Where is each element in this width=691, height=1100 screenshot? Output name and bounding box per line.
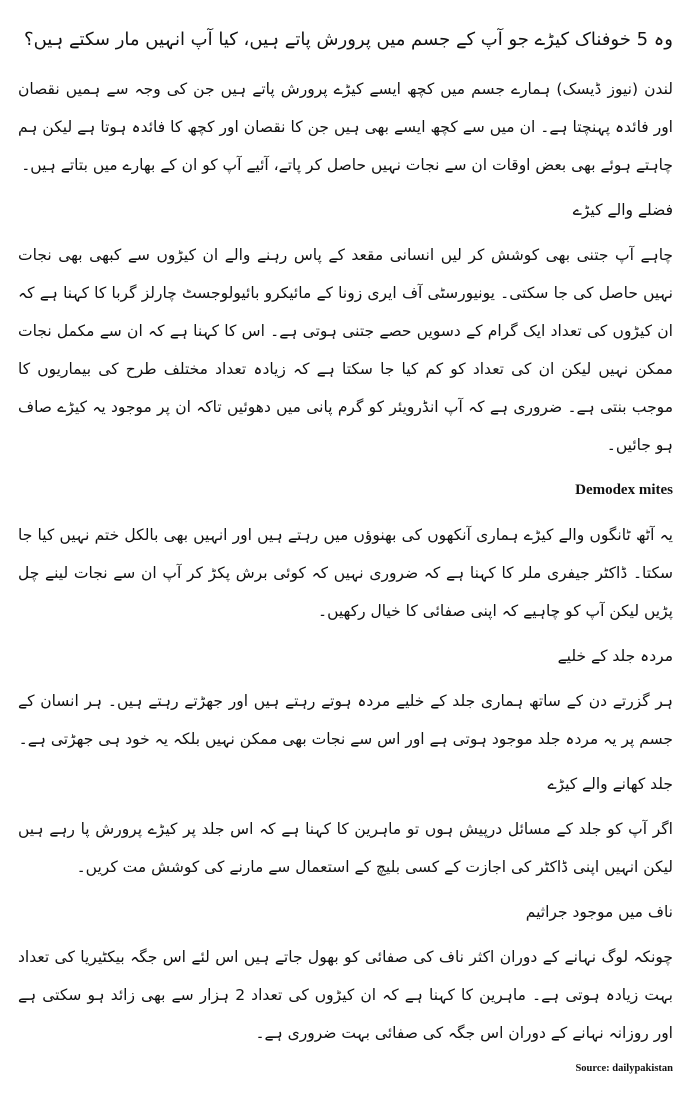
source-credit: Source: dailypakistan	[575, 1063, 673, 1074]
section-heading-stool-bugs: فضلے والے کیڑے	[572, 201, 673, 219]
section-heading-demodex: Demodex mites	[575, 482, 673, 498]
section-body-skin-eating-bugs: اگر آپ کو جلد کے مسائل درپیش ہوں تو ماہرین کا کہنا ہے کہ اس جلد پر کیڑے پرورش پا رہے ہیں لیکن انہیں اپنی ڈاکٹر کی اجازت کے کسی بلیچ کے استعمال سے مارنے کی کوشش مت کریں۔	[18, 820, 673, 876]
section-body-demodex: یہ آٹھ ٹانگوں والے کیڑے ہماری آنکھوں کی بھنوؤں میں رہتے ہیں اور انہیں بھی بالکل ختم نہیں کیا جا سکتا۔ ڈاکٹر جیفری ملر کا کہنا ہے کہ ضروری نہیں کہ کوئی برش پکڑ کر آپ ان سے نجات لینے چل پڑیں لیکن آپ کو چاہیے کہ اپنی صفائی کا خیال رکھیں۔	[18, 526, 673, 620]
section-body-stool-bugs: چاہے آپ جتنی بھی کوشش کر لیں انسانی مقعد کے پاس رہنے والے ان کیڑوں سے کبھی بھی نجات نہیں حاصل کی جا سکتی۔ یونیورسٹی آف ایری زونا کے مائیکرو بائیولوجسٹ چارلز گربا کا کہنا ہے کہ ان کیڑوں کی تعداد ایک گرام کے دسویں حصے جتنی ہوتی ہے۔ اس کا کہنا ہے کہ ان سے مکمل نجات ممکن نہیں لیکن ان کی تعداد کو کم کیا جا سکتا ہے کہ زیادہ تعداد مختلف طرح کی بیماریوں کا موجب بنتی ہے۔ ضروری ہے کہ آپ انڈرویئر کو گرم پانی میں دھوئیں تاکہ ان پر موجود یہ کیڑے صاف ہو جائیں۔	[18, 246, 673, 454]
section-body-dead-skin: ہر گزرتے دن کے ساتھ ہماری جلد کے خلیے مردہ ہوتے رہتے ہیں اور جھڑتے رہتے ہیں۔ ہر انسان کے جسم پر یہ مردہ جلد موجود ہوتی ہے اور اس سے نجات بھی ممکن نہیں بلکہ یہ خود ہی جھڑتی ہے۔	[18, 692, 673, 748]
section-body-navel-germs: چونکہ لوگ نہانے کے دوران اکثر ناف کی صفائی کو بھول جاتے ہیں اس لئے اس جگہ بیکٹیریا کی تعداد بہت زیادہ ہوتی ہے۔ ماہرین کا کہنا ہے کہ ان کیڑوں کی تعداد 2 ہزار سے بھی زائد ہو سکتی ہے اور روزانہ نہانے کے دوران اس جگہ کی صفائی بہت ضروری ہے۔	[18, 948, 673, 1042]
article-title: وہ 5 خوفناک کیڑے جو آپ کے جسم میں پرورش پاتے ہیں، کیا آپ انہیں مار سکتے ہیں؟	[24, 29, 673, 50]
intro-paragraph: لندن (نیوز ڈیسک) ہمارے جسم میں کچھ ایسے کیڑے پرورش پاتے ہیں جن کی وجہ سے ہمیں نقصان اور فائدہ پہنچتا ہے۔ ان میں سے کچھ ایسے بھی ہیں جن کا نقصان اور کچھ کا فائدہ ہوتا ہے لیکن ہم چاہتے ہوئے بھی بعض اوقات ان سے نجات نہیں حاصل کر پاتے، آئیے آپ کو ان کے بھارے میں بتاتے ہیں۔	[18, 80, 673, 174]
section-heading-dead-skin: مردہ جلد کے خلیے	[557, 647, 673, 665]
section-heading-navel-germs: ناف میں موجود جراثیم	[525, 903, 673, 921]
section-heading-skin-eating-bugs: جلد کھانے والے کیڑے	[547, 775, 673, 793]
